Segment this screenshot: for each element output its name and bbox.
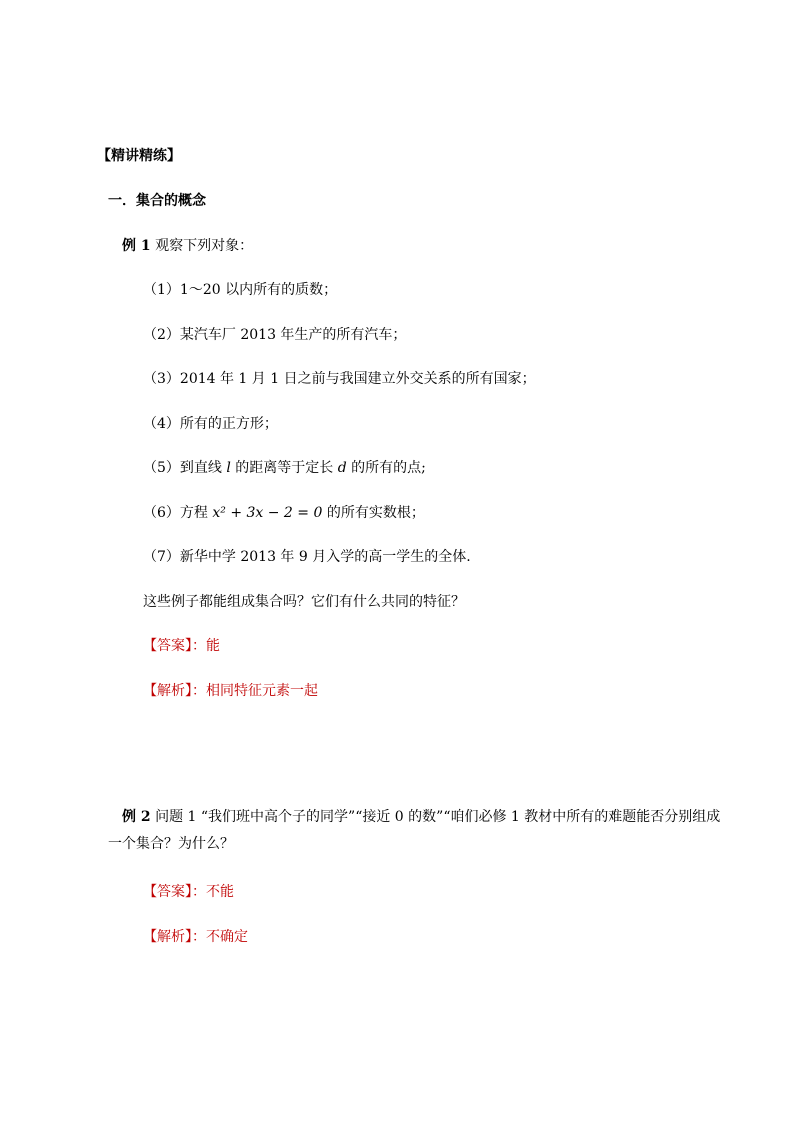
example-1-item-6: [143, 503, 425, 523]
part-title: 一．集合的概念: [108, 193, 206, 209]
item-6-equation: x² + 3x − 2 = 0: [212, 505, 323, 521]
analysis-label: 【解析】：: [143, 683, 206, 699]
item-6-pre: （6）方程: [143, 505, 213, 521]
analysis-text: 相同特征元素一起: [206, 683, 318, 699]
example-1-item-3: （3）2014 年 1 月 1 日之前与我国建立外交关系的所有国家；: [143, 371, 536, 387]
example-2-text-1: 问题 1 “我们班中高个子的同学”“接近 0 的数”“咱们必修 1 教材中所有的难题能否分别组成: [155, 809, 721, 825]
example-1-label: 例 1: [122, 238, 151, 254]
example-1-item-1: （1）1～20 以内所有的质数；: [143, 282, 338, 298]
answer-label: 【答案】：: [143, 638, 206, 654]
item-5-post: 的所有的点;: [346, 460, 426, 476]
item-5-pre: （5）到直线: [143, 460, 227, 476]
section-header: 【精讲精练】: [97, 148, 181, 164]
example-1-item-4: （4）所有的正方形；: [143, 416, 278, 432]
item-5-var-l: l: [226, 460, 231, 476]
example-2-line-2: 一个集合？为什么？: [108, 836, 234, 852]
item-5-mid: 的距离等于定长: [230, 460, 338, 476]
example-2-answer: [143, 882, 234, 902]
analysis-label: 【解析】：: [143, 929, 206, 945]
analysis-text: 不确定: [206, 929, 248, 945]
example-1-heading: [122, 236, 253, 256]
item-5-var-d: d: [337, 460, 347, 476]
example-1-question: 这些例子都能组成集合吗？它们有什么共同的特征？: [143, 594, 465, 610]
example-1-item-2: （2）某汽车厂 2013 年生产的所有汽车；: [143, 327, 407, 343]
example-2-line-1: [122, 807, 720, 827]
example-2-label: 例 2: [122, 809, 151, 825]
answer-label: 【答案】：: [143, 884, 206, 900]
example-2-analysis: [143, 927, 248, 947]
example-1-prompt: 观察下列对象：: [155, 238, 254, 254]
example-1-answer: [143, 636, 220, 656]
answer-text: 不能: [206, 884, 234, 900]
answer-text: 能: [206, 638, 220, 654]
example-1-item-5: [143, 458, 426, 478]
example-1-item-7: （7）新华中学 2013 年 9 月入学的高一学生的全体.: [143, 549, 471, 565]
example-1-analysis: [143, 681, 318, 701]
item-6-post: 的所有实数根；: [322, 505, 425, 521]
